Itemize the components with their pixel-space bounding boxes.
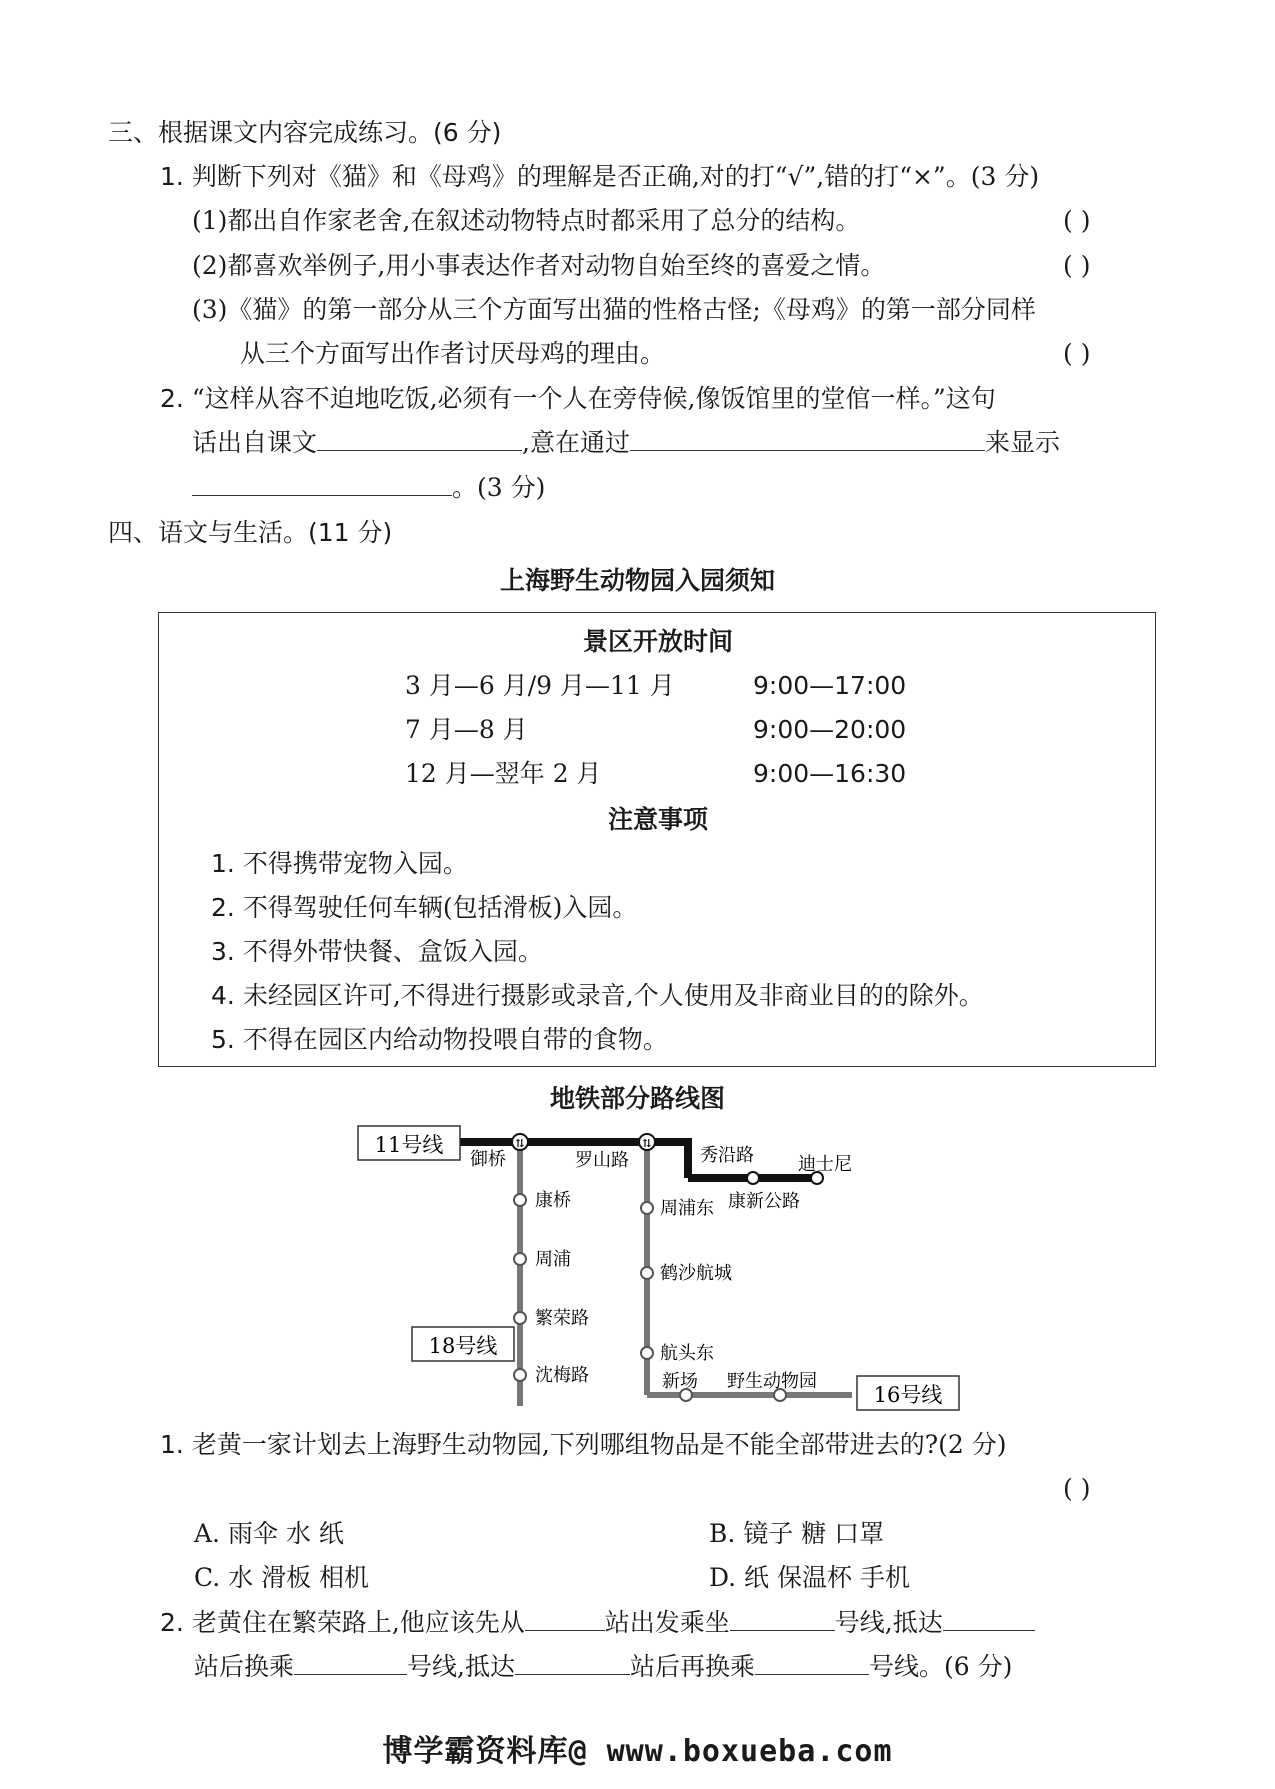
s3-q1-item-3: (3)《猫》的第一部分从三个方面写出猫的性格古怪;《母鸡》的第一部分同样	[192, 295, 1036, 324]
note-number: 5.	[211, 1025, 235, 1054]
notice-title: 上海野生动物园入园须知	[499, 566, 775, 595]
s4-q2-text: 号线,抵达	[834, 1608, 943, 1637]
s3-q1-text: 判断下列对《猫》和《母鸡》的理解是否正确,对的打“√”,错的打“×”。(3 分)	[191, 162, 1040, 191]
station-dot	[514, 1312, 526, 1324]
s4-q2-text: 老黄住在繁荣路上,他应该先从	[191, 1608, 525, 1637]
s4-q2-text: 站出发乘坐	[604, 1608, 730, 1637]
note-text: 不得在园区内给动物投喂自带的食物。	[242, 1025, 668, 1054]
fill-blank[interactable]	[755, 1650, 869, 1675]
station-dot	[641, 1267, 653, 1279]
s4-q2-text: 号线,抵达	[407, 1652, 515, 1681]
station-label: 康新公路	[728, 1191, 800, 1212]
s3-q2-line-1	[160, 382, 996, 416]
note-text: 不得驾驶任何车辆(包括滑板)入园。	[242, 893, 638, 922]
station-dot	[747, 1172, 759, 1184]
note-item	[211, 891, 637, 925]
answer-paren[interactable]: ( )	[1063, 339, 1091, 368]
fill-blank[interactable]	[525, 1606, 605, 1631]
s4-q2-line-2	[194, 1650, 1012, 1684]
s3-q1-item-2: (2)都喜欢举例子,用小事表达作者对动物自始至终的喜爱之情。	[192, 251, 886, 280]
s3-q1-number: 1.	[160, 162, 184, 191]
note-number: 4.	[211, 981, 235, 1010]
station-dot	[514, 1369, 526, 1381]
fill-blank[interactable]	[192, 471, 452, 496]
notes-title: 注意事项	[607, 805, 708, 834]
section3-heading: 三、根据课文内容完成练习。(6 分)	[108, 118, 502, 147]
station-label: 繁荣路	[535, 1308, 589, 1329]
station-dot	[514, 1253, 526, 1265]
fill-blank[interactable]	[630, 426, 985, 451]
station-label: 周浦	[535, 1249, 571, 1270]
s3-q2-line-2	[192, 426, 1060, 460]
station-label: 迪士尼	[798, 1154, 852, 1175]
station-label: 新场	[662, 1371, 698, 1392]
line11-label: 11号线	[374, 1133, 444, 1157]
option-a: A. 雨伞 水 纸	[194, 1519, 344, 1548]
footer-watermark: 博学霸资料库@ www.boxueba.com	[382, 1734, 893, 1769]
station-label: 航头东	[660, 1343, 714, 1364]
station-label: 周浦东	[660, 1198, 714, 1219]
fill-blank[interactable]	[943, 1606, 1035, 1631]
note-number: 3.	[211, 937, 235, 966]
station-label: 野生动物园	[727, 1371, 817, 1392]
s3-q2-text-end: 。(3 分)	[452, 473, 546, 502]
section4-heading: 四、语文与生活。(11 分)	[108, 518, 393, 547]
s4-q1-text: 老黄一家计划去上海野生动物园,下列哪组物品是不能全部带进去的?(2 分)	[191, 1430, 1007, 1459]
s3-q2-text-a: 话出自课文	[192, 428, 318, 457]
answer-paren[interactable]: ( )	[1063, 206, 1091, 235]
note-item	[211, 847, 468, 881]
note-number: 2.	[211, 893, 235, 922]
hours-time: 9:00—16:30	[753, 759, 907, 788]
note-number: 1.	[211, 849, 235, 878]
interchange-icon	[512, 1134, 528, 1150]
s4-q2-line-1	[160, 1606, 1035, 1640]
hours-title: 景区开放时间	[582, 627, 733, 656]
answer-paren[interactable]: ( )	[1063, 251, 1091, 280]
hours-time: 9:00—17:00	[753, 671, 907, 700]
s3-q2-text-c: 来显示	[984, 428, 1060, 457]
note-item	[211, 935, 543, 969]
s4-q2-number: 2.	[160, 1608, 184, 1637]
map-title: 地铁部分路线图	[549, 1084, 725, 1113]
s4-q1-prompt	[160, 1428, 1007, 1462]
option-c: C. 水 滑板 相机	[194, 1563, 370, 1592]
fill-blank[interactable]	[294, 1650, 407, 1675]
s4-q2-text: 号线。(6 分)	[868, 1652, 1013, 1681]
s3-q2-text-b: ,意在通过	[522, 428, 630, 457]
fill-blank[interactable]	[730, 1606, 835, 1631]
svg-text:⇅: ⇅	[515, 1137, 525, 1150]
s4-q1-number: 1.	[160, 1430, 184, 1459]
s4-q2-text: 站后再换乘	[629, 1652, 755, 1681]
station-dot	[641, 1347, 653, 1359]
s3-q1-prompt	[160, 160, 1039, 194]
note-text: 不得外带快餐、盒饭入园。	[242, 937, 543, 966]
answer-paren[interactable]: ( )	[1063, 1474, 1091, 1503]
notice-box	[158, 612, 1156, 1067]
station-dot	[641, 1202, 653, 1214]
fill-blank[interactable]	[317, 426, 522, 451]
note-text: 不得携带宠物入园。	[242, 849, 468, 878]
hours-period: 7 月—8 月	[405, 715, 528, 744]
hours-period: 3 月—6 月/9 月—11 月	[405, 671, 675, 700]
station-label: 康桥	[535, 1190, 571, 1211]
station-label: 御桥	[470, 1149, 506, 1170]
s3-q2-text: “这样从容不迫地吃饭,必须有一个人在旁侍候,像饭馆里的堂倌一样。”这句	[191, 384, 996, 413]
s4-q2-text: 站后换乘	[194, 1652, 295, 1681]
interchange-icon	[639, 1134, 655, 1150]
s3-q1-item-1: (1)都出自作家老舍,在叙述动物特点时都采用了总分的结构。	[192, 206, 861, 235]
hours-period: 12 月—翌年 2 月	[405, 759, 602, 788]
s3-q2-line-3	[192, 471, 545, 505]
note-item	[211, 1023, 668, 1057]
s3-q1-item-3-cont: 从三个方面写出作者讨厌母鸡的理由。	[240, 339, 666, 368]
option-d: D. 纸 保温杯 手机	[709, 1563, 910, 1592]
line18-label: 18号线	[428, 1334, 498, 1358]
line16-label: 16号线	[873, 1383, 943, 1407]
station-label: 鹤沙航城	[660, 1263, 732, 1284]
station-label: 罗山路	[575, 1150, 629, 1171]
station-label: 秀沿路	[700, 1145, 754, 1166]
metro-map	[350, 1125, 970, 1425]
option-b: B. 镜子 糖 口罩	[709, 1519, 885, 1548]
hours-time: 9:00—20:00	[753, 715, 907, 744]
note-item	[211, 979, 984, 1013]
station-dot	[514, 1194, 526, 1206]
s3-q2-number: 2.	[160, 384, 184, 413]
svg-text:⇅: ⇅	[642, 1137, 652, 1150]
fill-blank[interactable]	[515, 1650, 630, 1675]
note-text: 未经园区许可,不得进行摄影或录音,个人使用及非商业目的的除外。	[242, 981, 984, 1010]
station-label: 沈梅路	[535, 1365, 589, 1386]
